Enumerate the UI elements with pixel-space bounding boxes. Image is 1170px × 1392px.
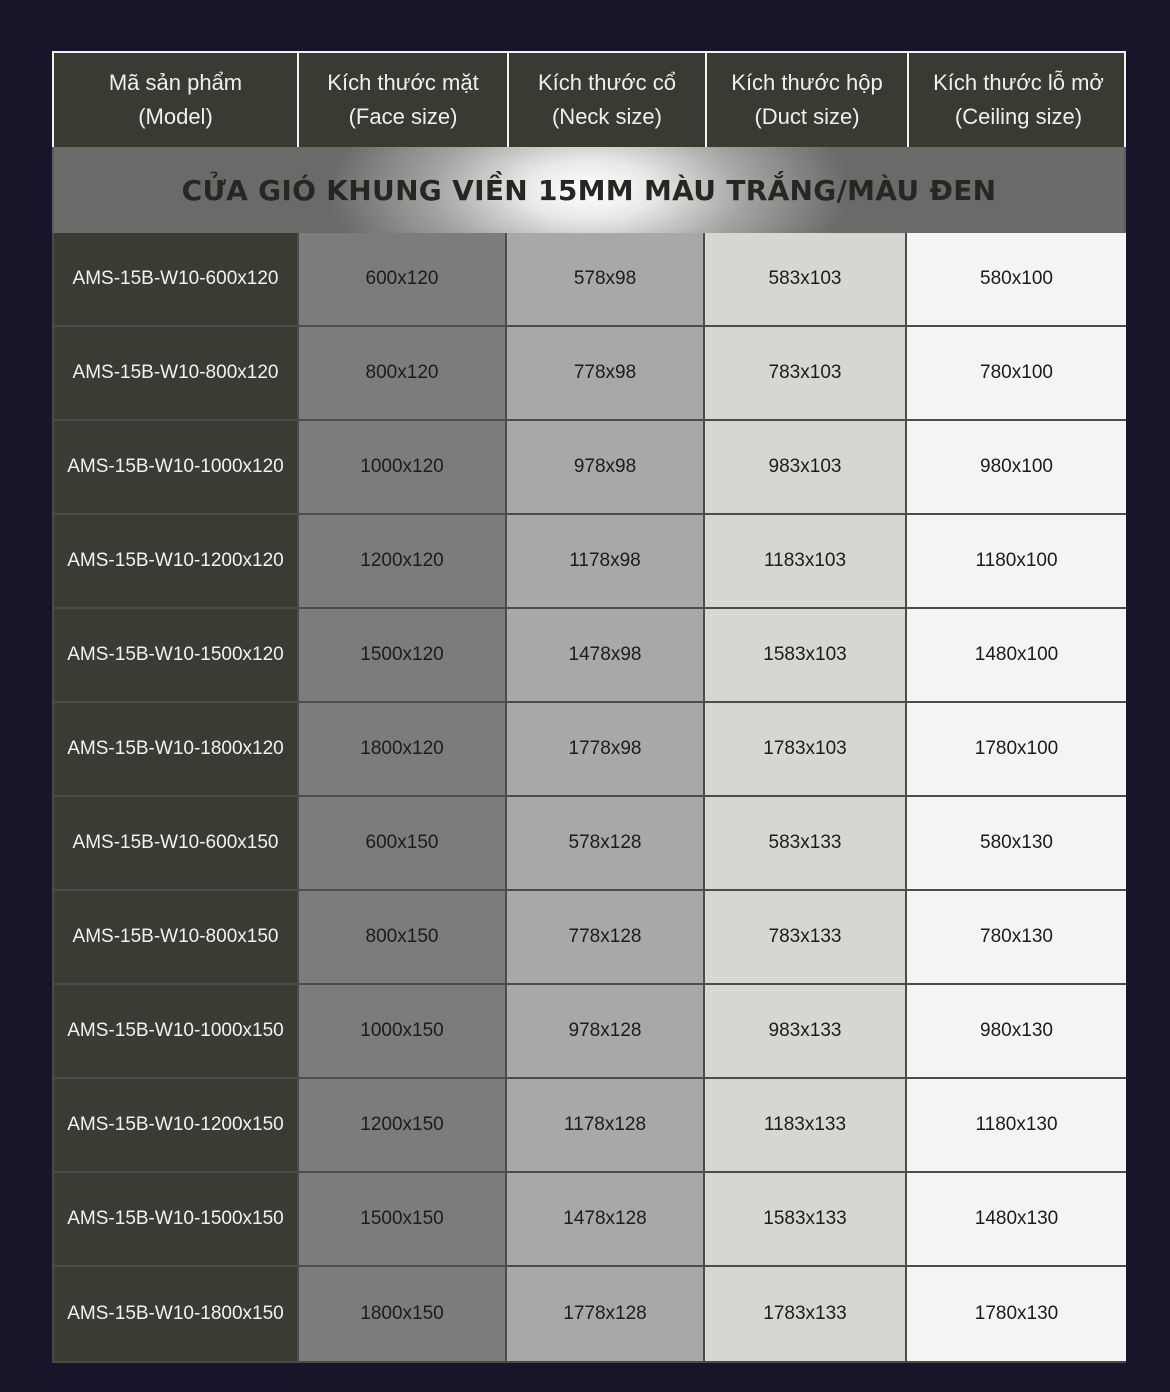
cell-model: AMS-15B-W10-1200x150: [54, 1079, 299, 1173]
cell-neck-size: 1178x128: [507, 1079, 705, 1173]
header-neck-size-label: Kích thước cổ: [538, 70, 676, 95]
table-row: [54, 421, 1124, 515]
cell-neck-size: 778x128: [507, 891, 705, 985]
cell-face-size: 1200x150: [299, 1079, 507, 1173]
table-row: [54, 891, 1124, 985]
cell-duct-size: 783x133: [705, 891, 907, 985]
cell-ceiling-size: 1780x130: [907, 1267, 1126, 1361]
cell-duct-size: 983x103: [705, 421, 907, 515]
cell-ceiling-size: 580x100: [907, 233, 1126, 327]
cell-neck-size: 1478x98: [507, 609, 705, 703]
cell-ceiling-size: 1780x100: [907, 703, 1126, 797]
banner-title: CỬA GIÓ KHUNG VIỀN 15MM MÀU TRẮNG/MÀU ĐEN: [181, 173, 997, 207]
spec-table: [52, 51, 1126, 1363]
table-row: [54, 515, 1124, 609]
cell-model: AMS-15B-W10-600x150: [54, 797, 299, 891]
cell-duct-size: 783x103: [705, 327, 907, 421]
cell-ceiling-size: 780x130: [907, 891, 1126, 985]
cell-duct-size: 1783x103: [705, 703, 907, 797]
cell-duct-size: 583x103: [705, 233, 907, 327]
cell-model: AMS-15B-W10-800x150: [54, 891, 299, 985]
table-row: [54, 609, 1124, 703]
cell-ceiling-size: 1180x130: [907, 1079, 1126, 1173]
cell-neck-size: 1778x98: [507, 703, 705, 797]
cell-model: AMS-15B-W10-1000x150: [54, 985, 299, 1079]
cell-ceiling-size: 1480x130: [907, 1173, 1126, 1267]
cell-neck-size: 778x98: [507, 327, 705, 421]
table-header: [52, 51, 1126, 147]
cell-duct-size: 583x133: [705, 797, 907, 891]
header-duct-size-sublabel: (Duct size): [754, 104, 860, 129]
cell-face-size: 1000x120: [299, 421, 507, 515]
cell-model: AMS-15B-W10-1800x120: [54, 703, 299, 797]
cell-duct-size: 1183x133: [705, 1079, 907, 1173]
cell-neck-size: 578x128: [507, 797, 705, 891]
cell-face-size: 1800x150: [299, 1267, 507, 1361]
header-ceiling-size-sublabel: (Ceiling size): [954, 104, 1083, 129]
header-ceiling-size: [909, 53, 1128, 147]
header-model: [54, 53, 299, 147]
cell-neck-size: 1178x98: [507, 515, 705, 609]
header-neck-size-sublabel: (Neck size): [551, 104, 662, 129]
cell-ceiling-size: 980x130: [907, 985, 1126, 1079]
cell-duct-size: 1583x133: [705, 1173, 907, 1267]
cell-face-size: 1500x120: [299, 609, 507, 703]
cell-duct-size: 983x133: [705, 985, 907, 1079]
header-model-sublabel: (Model): [138, 104, 213, 129]
cell-face-size: 800x150: [299, 891, 507, 985]
header-face-size: [299, 53, 509, 147]
cell-ceiling-size: 580x130: [907, 797, 1126, 891]
table-row: [54, 327, 1124, 421]
cell-neck-size: 978x98: [507, 421, 705, 515]
cell-face-size: 1800x120: [299, 703, 507, 797]
table-row: [54, 1079, 1124, 1173]
cell-ceiling-size: 1480x100: [907, 609, 1126, 703]
table-row: [54, 985, 1124, 1079]
header-model-label: Mã sản phẩm: [108, 70, 243, 95]
table-row: [54, 703, 1124, 797]
cell-ceiling-size: 1180x100: [907, 515, 1126, 609]
header-face-size-label: Kích thước mặt: [327, 70, 479, 95]
cell-neck-size: 1478x128: [507, 1173, 705, 1267]
header-face-size-sublabel: (Face size): [348, 104, 458, 129]
cell-model: AMS-15B-W10-1200x120: [54, 515, 299, 609]
cell-model: AMS-15B-W10-800x120: [54, 327, 299, 421]
table-row: [54, 233, 1124, 327]
header-neck-size: [509, 53, 707, 147]
cell-face-size: 1500x150: [299, 1173, 507, 1267]
cell-face-size: 600x120: [299, 233, 507, 327]
cell-model: AMS-15B-W10-600x120: [54, 233, 299, 327]
cell-model: AMS-15B-W10-1500x150: [54, 1173, 299, 1267]
cell-ceiling-size: 780x100: [907, 327, 1126, 421]
cell-face-size: 1000x150: [299, 985, 507, 1079]
cell-face-size: 800x120: [299, 327, 507, 421]
cell-face-size: 600x150: [299, 797, 507, 891]
cell-ceiling-size: 980x100: [907, 421, 1126, 515]
section-banner: [52, 147, 1126, 233]
cell-model: AMS-15B-W10-1500x120: [54, 609, 299, 703]
cell-face-size: 1200x120: [299, 515, 507, 609]
cell-duct-size: 1783x133: [705, 1267, 907, 1361]
cell-duct-size: 1583x103: [705, 609, 907, 703]
cell-duct-size: 1183x103: [705, 515, 907, 609]
cell-neck-size: 1778x128: [507, 1267, 705, 1361]
header-ceiling-size-label: Kích thước lỗ mở: [933, 70, 1104, 95]
table-row: [54, 797, 1124, 891]
cell-model: AMS-15B-W10-1000x120: [54, 421, 299, 515]
header-duct-size-label: Kích thước hộp: [731, 70, 883, 95]
cell-neck-size: 978x128: [507, 985, 705, 1079]
table-row: [54, 1267, 1124, 1361]
table-body: [52, 233, 1126, 1363]
table-row: [54, 1173, 1124, 1267]
cell-model: AMS-15B-W10-1800x150: [54, 1267, 299, 1361]
cell-neck-size: 578x98: [507, 233, 705, 327]
header-duct-size: [707, 53, 909, 147]
